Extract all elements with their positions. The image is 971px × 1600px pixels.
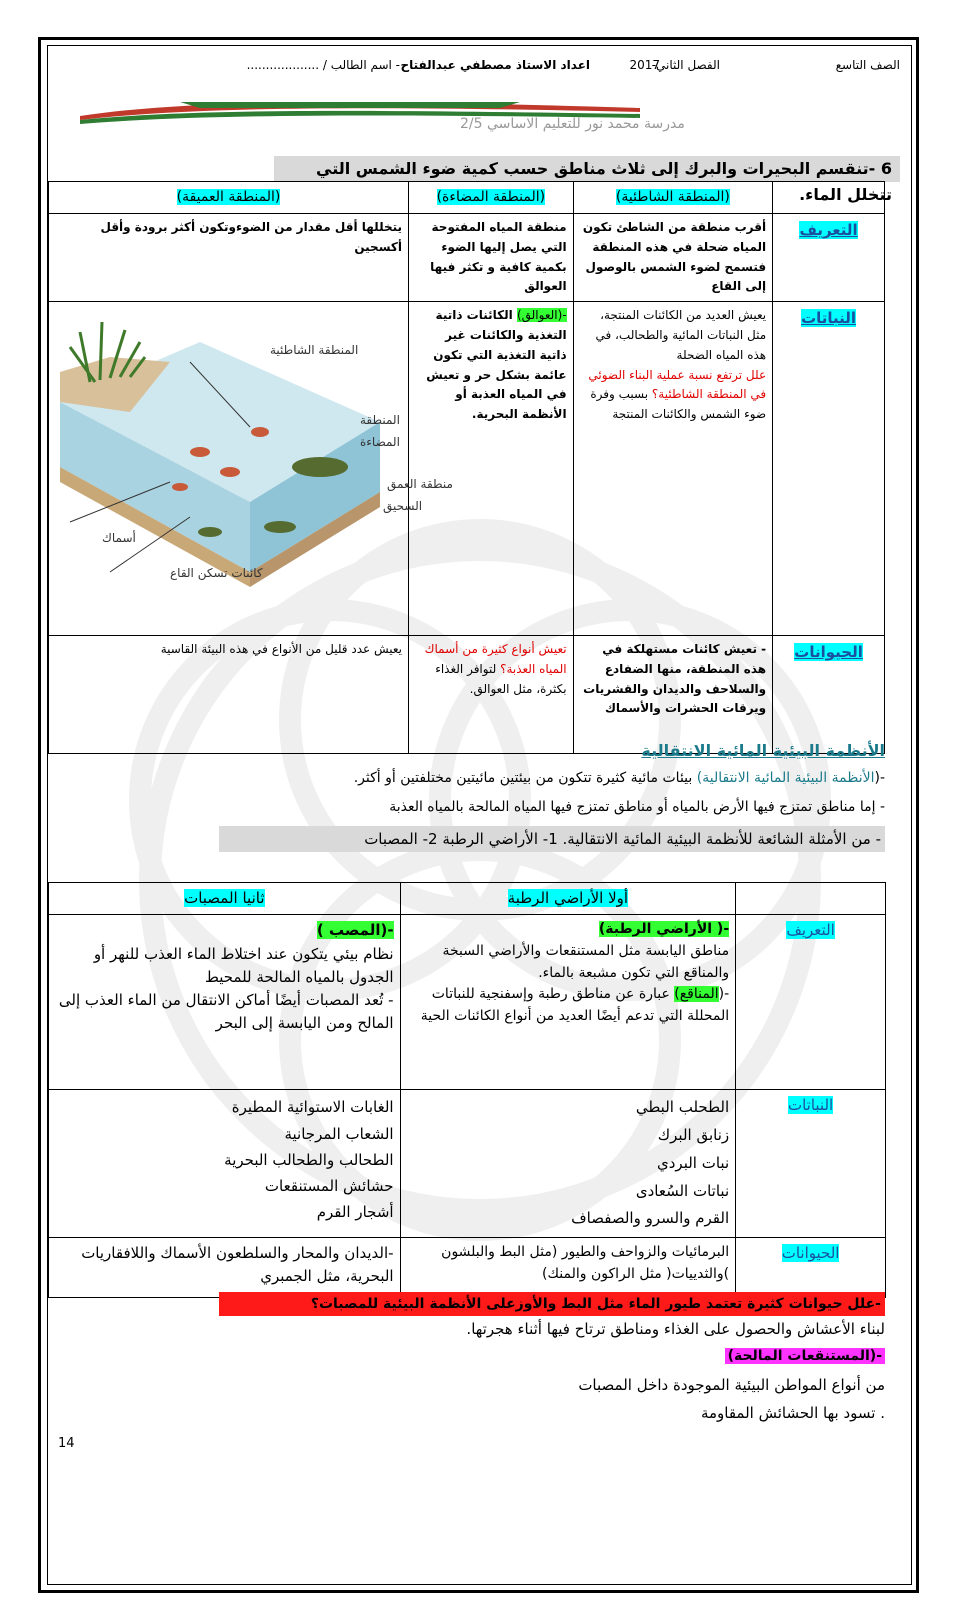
estuary-definition-1: نظام بيئي يتكون عند اختلاط الماء العذب للنهر أو الجدول بالمياه المالحة للمحيط	[93, 944, 394, 986]
year-label: 2017	[629, 58, 660, 72]
wet-plant-item: القرم والسرو والصفصاف	[571, 1209, 730, 1228]
animals-deep: يعيش عدد قليل من الأنواع في هذه البيئة القاسية	[49, 636, 409, 754]
salt-marsh-term: -(المستنقعات المالحة)	[725, 1348, 885, 1364]
col-estuaries-header: ثانيا المصبات	[184, 889, 265, 907]
est-plant-item: الغابات الاستوائية المطيرة	[231, 1098, 394, 1117]
plants-shore-answer: بسبب وفرة ضوء الشمس والكائنات المنتجة	[590, 387, 767, 422]
student-name-label: - اسم الطالب / ...................	[246, 58, 400, 72]
plankton-definition: الكائنات ذاتية التغذية والكائنات غير ذاتية التغذية التي تكون عائمة بشكل حر و تعيش في المياه العذبة أو الأنظمة البحرية.	[426, 308, 567, 422]
plants-shore-text: يعيش العديد من الكائنات المنتجة، مثل النباتات المائية والطحالب، في هذه المياه الضحلة	[595, 308, 767, 362]
wet-plant-item: الطحلب البطي	[635, 1098, 730, 1117]
wet-plant-item: نباتات السُعادى	[635, 1181, 730, 1200]
wetlands-definition: مناطق اليابسة مثل المستنقعات والأراضي السبخة والمناقع التي تكون مشبعة بالماء.	[442, 942, 730, 981]
wet-plant-item: نبات البردي	[657, 1153, 730, 1172]
plankton-term: -(العوالق)	[516, 308, 567, 323]
wet-plant-item: زنابق البرك	[657, 1126, 730, 1144]
salt-marsh-line1: من أنواع المواطن البيئية الموجودة داخل المصبات	[578, 1376, 885, 1394]
def-shore: أقرب منطقة من الشاطئ تكون المياه ضحلة في هذه المنطقة فتسمح لضوء الشمس بالوصول إلى القاع	[573, 214, 773, 302]
fig-label-deep-2: السحيق	[383, 499, 423, 514]
wet-animals: البرمائيات والزواحف والطيور (مثل البط والبلشون )والثدييات( مثل الراكون والمنك)	[400, 1238, 736, 1298]
transitional-examples: - من الأمثلة الشائعة للأنظمة البيئية المائية الانتقالية. 1- الأراضي الرطبة 2- المصبات	[219, 826, 885, 852]
page-header	[60, 58, 900, 78]
est-plant-item: الطحالب والطحالب البحرية	[224, 1150, 394, 1169]
school-name: مدرسة محمد نور للتعليم الاساسي 2/5	[460, 116, 685, 132]
animals-lit-question: تعيش أنواع كثيرة من أسماك المياه العذبة؟	[424, 642, 567, 676]
fig-label-fish: أسماك	[102, 531, 136, 546]
est-plant-item: حشائش المستنقعات	[264, 1177, 394, 1195]
fig-label-bottom: كائنات تسكن القاع	[170, 566, 263, 581]
author-label: اعداد الاستاذ مصطفي عبدالفتاح	[400, 58, 590, 72]
zone-shore-header: (المنطقة الشاطئية)	[615, 189, 730, 205]
swamp-definition: عبارة عن مناطق رطبة وإسفنجية للنباتات المحللة التي تدعم أيضًا العديد من أنواع الكائنات الحية	[420, 986, 730, 1024]
grade-label: الصف التاسع	[835, 58, 900, 72]
transitional-term: الأنظمة البيئية المائية الانتقالية)	[696, 770, 875, 786]
transitional-line2: - إما مناطق تمتزج فيها الأرض بالمياه أو مناطق تمتزج فيها المياه المالحة بالمياه العذبة	[389, 799, 885, 815]
animals-shore: - تعيش كائنات مستهلكة في هذه المنطقة، منها الضفادع والسلاحف والديدان والقشريات ويرقات الحشرات والأسماك	[573, 636, 773, 754]
estuary-definition-2: - تُعد المصبات أيضًا أماكن الانتقال من الماء العذب إلى المالح ومن اليابسة إلى البحر	[58, 991, 394, 1033]
page-number: 14	[58, 1436, 75, 1451]
transitional-heading: الأنظمة البيئية المائية الانتقالية	[641, 741, 885, 760]
fig-label-deep-1: منطقة العمق	[387, 477, 453, 492]
waterbirds-answer: لبناء الأعشاش والحصول على الغذاء ومناطق ترتاح فيها أثناء هجرتها.	[466, 1320, 885, 1338]
t2-plants-label: النباتات	[787, 1096, 834, 1115]
transitional-line1-rest: بيئات مائية كثيرة تتكون من بيئتين مائيتين مختلفتين أو أكثر.	[353, 770, 693, 786]
estuary-term: -(المصب )	[316, 921, 394, 940]
est-plant-item: الشعاب المرجانية	[284, 1124, 394, 1143]
fig-label-lit-1: المنطقة	[360, 413, 400, 428]
est-plant-item: أشجار القرم	[316, 1203, 394, 1222]
semester-label: الفصل الثاني-	[651, 58, 720, 72]
row-animals-label: الحيوانات	[794, 643, 863, 662]
plants-shore-question: علل ترتفع نسبة عملية البناء الضوئي في المنطقة الشاطئية؟	[588, 367, 767, 402]
transitional-line1	[354, 770, 885, 786]
zone-lit-header: (المنطقة المضاءة)	[436, 189, 546, 205]
school-logo-banner	[80, 98, 920, 134]
animals-lit-answer: لتوافر الغذاء بكثرة، مثل العوالق.	[435, 661, 567, 696]
transitional-line1-prefix: -(	[874, 770, 885, 786]
wetlands-term: -( الأراضي الرطبة)	[598, 921, 730, 938]
lake-zones-table	[48, 181, 885, 754]
est-animals: -الديدان والمحار والسلطعون الأسماك واللافقاريات البحرية، مثل الجمبري	[49, 1238, 401, 1298]
waterbirds-question: -علل حيوانات كثيرة تعتمد طيور الماء مثل البط والأوزعلى الأنظمة البيئية للمصبات؟	[219, 1292, 885, 1316]
row-definition-label: التعريف	[799, 221, 858, 240]
def-deep: يتخللها أقل مقدار من الضوءوتكون أكثر برودة وأقل أكسجين	[49, 214, 409, 302]
fig-label-lit-2: المضاءة	[360, 435, 400, 450]
swamp-prefix: -(	[718, 986, 730, 1003]
section6-title: 6 -تنقسم البحيرات والبرك إلى ثلاث مناطق حسب كمية ضوء الشمس التي تتخلل الماء.	[274, 156, 900, 182]
wetlands-estuaries-table	[48, 882, 886, 1298]
t2-animals-label: الحيوانات	[781, 1244, 840, 1262]
zone-deep-header: (المنطقة العميقة)	[176, 189, 281, 205]
col-wetlands-header: أولا الأراضي الرطبة	[507, 889, 629, 907]
fig-label-shore: المنطقة الشاطئية	[270, 343, 359, 358]
salt-marsh-line2: . تسود بها الحشائش المقاومة	[700, 1404, 885, 1422]
row-plants-label: النباتات	[801, 309, 857, 328]
def-lit: منطقة المياه المفتوحة التي يصل إليها الضوء بكمية كافية و تكثر فيها العوالق	[409, 214, 574, 302]
lake-zones-figure	[50, 302, 453, 628]
swamp-term: المناقع)	[674, 986, 719, 1003]
t2-definition-label: التعريف	[786, 921, 835, 940]
